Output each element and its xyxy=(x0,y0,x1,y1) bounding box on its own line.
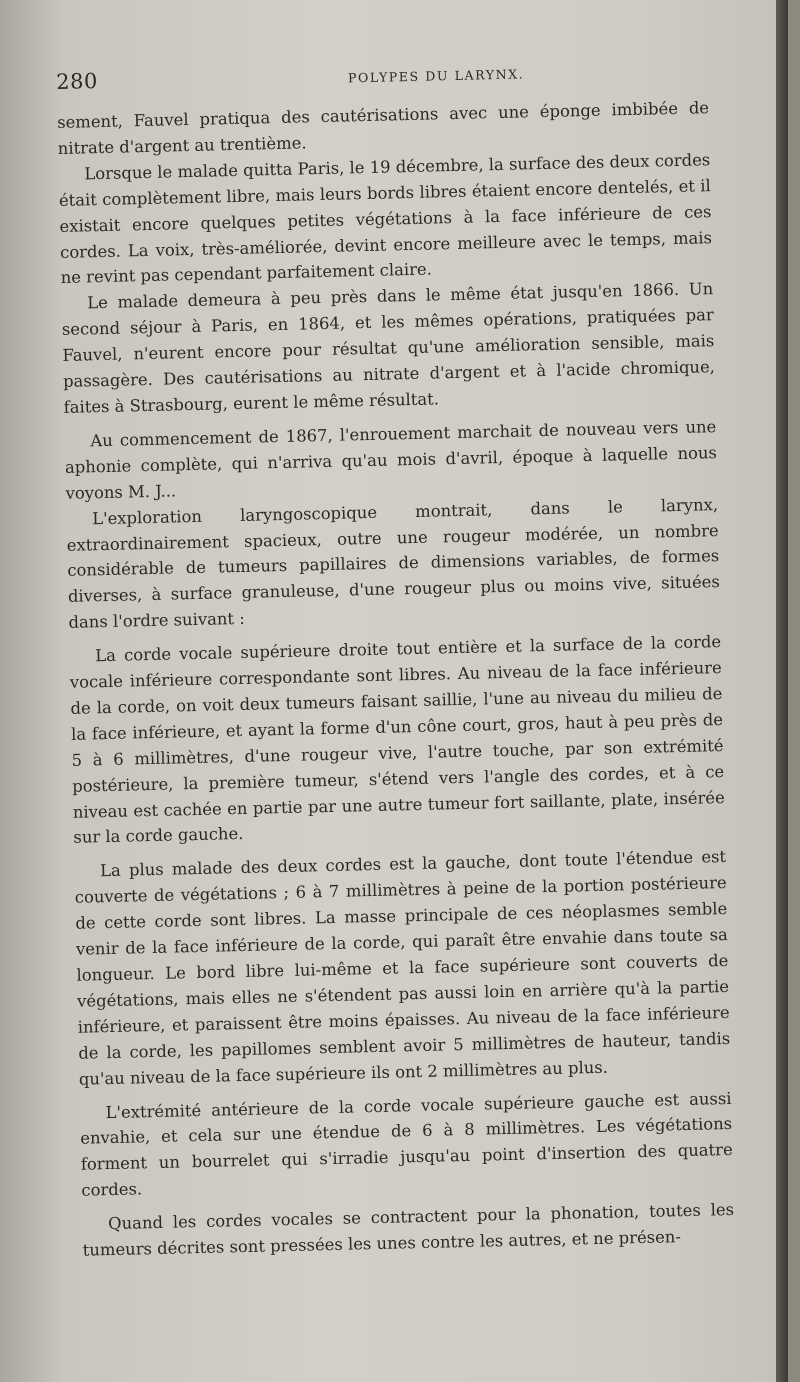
page-edge-shadow xyxy=(776,0,788,1382)
text-block xyxy=(56,55,735,1263)
paragraph: Le malade demeura à peu près dans le même état jusqu'en 1866. Un second séjour à Paris, en 1864, et les mêmes opérations, pratiquées par Fauvel, n'eurent encore pour résultat qu'une amélioration sensible, mais passagère. Des cautérisations au nitrate d'argent et à l'acide chromique, faites à Strasbourg, eurent le même résultat. xyxy=(61,279,716,417)
paragraph: sement, Fauvel pratiqua des cautérisations avec une éponge imbibée de nitrate d'argent au trentième. xyxy=(56,98,710,158)
paragraph: La corde vocale supérieure droite tout entière et la surface de la corde vocale inférieure correspondante sont libres. Au niveau de la face inférieure de la corde, on voit deux tumeurs faisant saillie, l'une au niveau du milieu de la face inférieure, et ayant la forme d'un cône court, gros, haut à peu près de 5 à 6 millimètres, d'une rougeur vive, l'autre touche, par son extrémité postérieure, la première tumeur, s'étend vers l'angle des cordes, et à ce niveau est cachée en partie par une autre tumeur fort saillante, plate, insérée sur la corde gauche. xyxy=(69,632,725,848)
paragraph: La plus malade des deux cordes est la gauche, dont toute l'étendue est couverte de végétations ; 6 à 7 millimètres à peine de la portion postérieure de cette corde sont libres. La masse principale de ces néoplasmes semble venir de la face inférieure de la corde, qui paraît être envahie dans toute sa longueur. Le bord libre lui-même et la face supérieure sont couverts de végétations, mais elles ne s'étendent pas aussi loin en arrière qu'à la partie inférieure, et paraissent être moins épaisses. Au niveau de la face inférieure de la corde, les papillomes semblent avoir 5 millimètres de hauteur, tandis qu'au niveau de la face supérieure ils ont 2 millimètres au plus. xyxy=(74,847,731,1089)
paragraph: L'exploration laryngoscopique montrait, dans le larynx, extraordinairement spacieux, outre une rougeur modérée, un nombre considérable de tumeurs papillaires de dimensions variables, de formes diverses, à surface granuleuse, d'une rougeur plus ou moins vive, situées dans l'ordre suivant : xyxy=(66,494,720,633)
paragraph: Lorsque le malade quitta Paris, le 19 décembre, la surface des deux cordes était complètement libre, mais leurs bords libres étaient encore dentelés, et il existait encore quelques petites végétations à la face inférieure de ces cordes. La voix, très-améliorée, devint encore meilleure avec le temps, mais ne revint pas cependant parfaitement claire. xyxy=(58,149,713,288)
paragraph: L'extrémité antérieure de la corde vocale supérieure gauche est aussi envahie, et cela sur une étendue de 6 à 8 millimètres. Les végétations forment un bourrelet qui s'irradie jusqu'au point d'insertion des quatre cordes. xyxy=(80,1088,733,1200)
paragraph: Quand les cordes vocales se contractent pour la phonation, toutes les tumeurs décrites sont pressées les unes contre les autres, et ne présen- xyxy=(82,1200,735,1260)
paragraph: Au commencement de 1867, l'enrouement marchait de nouveau vers une aphonie complète, qui n'arriva qu'au mois d'avril, époque à laquelle nous voyons M. J... xyxy=(64,416,718,503)
running-title: POLYPES DU LARYNX. xyxy=(347,66,525,86)
page-number: 280 xyxy=(56,69,99,94)
